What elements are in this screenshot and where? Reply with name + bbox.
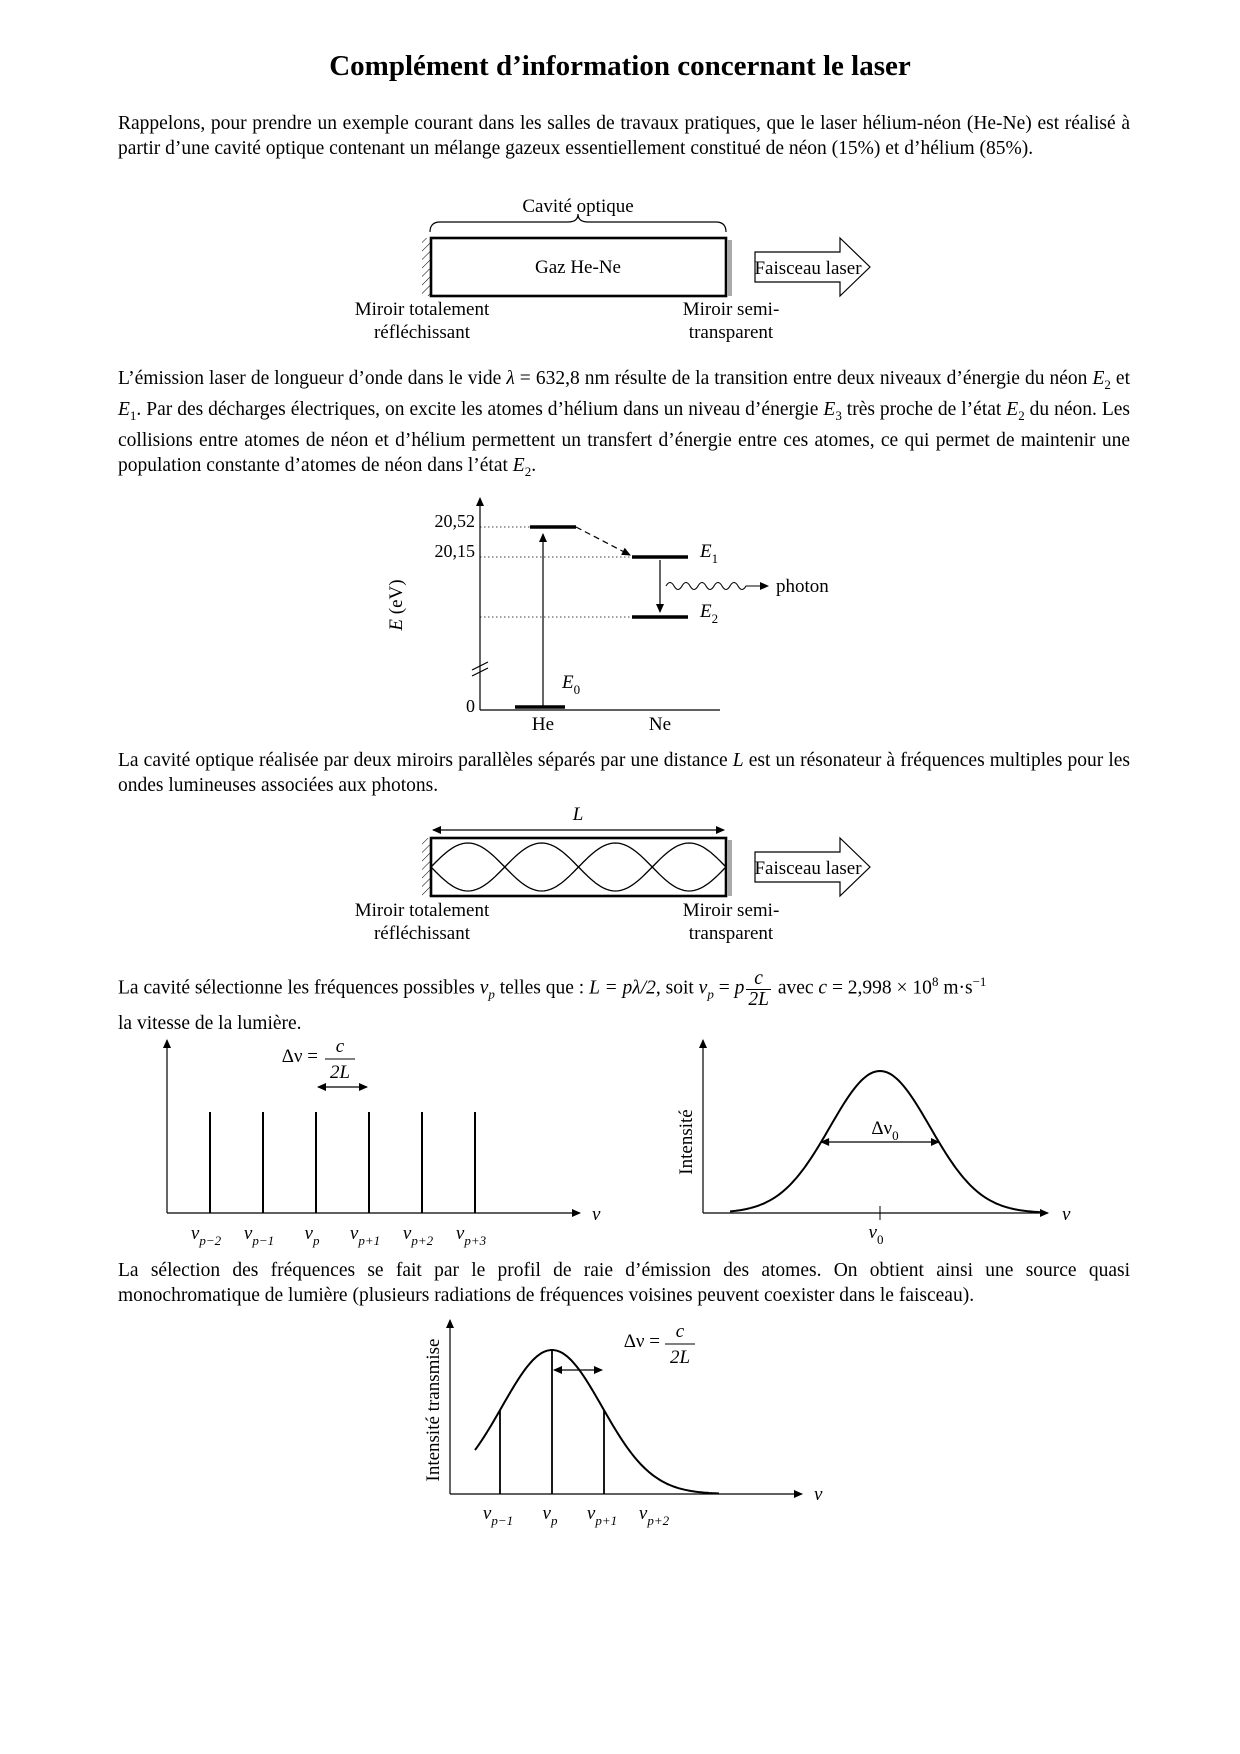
mirror-left-label-1: Miroir totalement [354,299,490,320]
energy-level-diagram [370,490,890,730]
semi-transparent-mirror [727,240,732,296]
emission-profile-figure [670,1030,1090,1255]
fwhm-label: $\Delta\nu_0$ [871,1118,899,1143]
gas-label: Gaz He-Ne [535,257,621,278]
label-he: He [531,714,555,730]
beam-label: Faisceau laser [754,258,862,279]
mirror-left-label-2: réfléchissant [373,923,471,944]
intro-paragraph: Rappelons, pour prendre un exemple courant dans les salles de travaux pratiques, que le laser hélium-néon (He-Ne) est réalisé à partir d’une cavité optique contenant un mélange gazeux essentiellement constitué de néon (15%) et d’hélium (85%). [118,113,1130,159]
mode-label-p+2: $\nu_{p+2}$ [402,1223,434,1248]
x-axis-label: ν [592,1204,601,1225]
mode-label-p: $\nu_p$ [304,1223,320,1248]
delta-frac-num: c [335,1036,345,1057]
delta-nu-label: Δν = [281,1046,318,1067]
y-axis-label: Intensité [676,1109,697,1175]
mirror-right-label-2: transparent [688,322,774,343]
mirror-left-label-1: Miroir totalement [354,900,490,921]
semi-transparent-mirror [727,840,732,896]
selection-paragraph: La sélection des fréquences se fait par le profil de raie d’émission des atomes. On obtient ainsi une source quasi monochromatique de lumière (plusieurs radiations de fréquences voisines peuvent coexister dans le faisceau). [118,1260,1130,1306]
mirror-right-label-2: transparent [688,923,774,944]
mode-label-p−1: $\nu_{p-1}$ [482,1503,514,1528]
tick-0: 0 [466,696,475,716]
page-title: Complément d’information concernant le laser [329,50,911,82]
mode-label-p−2: $\nu_{p-2}$ [190,1223,222,1248]
mirror-right-label-1: Miroir semi- [682,900,780,921]
resonator-paragraph: La cavité optique réalisée par deux miroirs parallèles séparés par une distance L est un résonateur à fréquences multiples pour les ondes lumineuses associées aux photons. [118,750,1130,796]
beam-label: Faisceau laser [754,858,862,879]
length-label: L [572,804,584,825]
label-E0: $E_0$ [562,672,581,697]
emission-paragraph: L’émission laser de longueur d’onde dans le vide λ = 632,8 nm résulte de la transition entre deux niveaux d’énergie du néon $E_2$ et $E_1$. Par des décharges électriques, on excite les atomes d’hélium dans un niveau d’énergie $E_3$ très proche de l’état $E_2$ du néon. Les collisions entre atomes de néon et d’hélium permettent un transfert d’énergie entre ces atomes, ce qui permet de maintenir une population constante d’atomes de néon dans l’état $E_2$. [118,368,1130,479]
mode-label-p: $\nu_p$ [542,1503,558,1528]
fraction-c-over-2L: $\frac{c}{2L}$ [748,967,769,1010]
delta-frac-num: c [675,1321,685,1342]
tick-20-52: 20,52 [434,511,475,531]
tick-20-15: 20,15 [434,541,475,561]
mirror-right-label-1: Miroir semi- [682,299,780,320]
x-axis-label: ν [814,1484,823,1505]
mode-label-p+1: $\nu_{p+1}$ [349,1223,381,1248]
mode-label-p−1: $\nu_{p-1}$ [243,1223,275,1248]
delta-frac-den: 2L [669,1347,691,1368]
mode-label-p+3: $\nu_{p+3}$ [455,1223,487,1248]
label-E1: $E_1$ [700,541,719,566]
label-E2: $E_2$ [700,601,719,626]
transmitted-intensity-figure [420,1310,840,1535]
y-axis-label: E (eV) [386,579,407,631]
cavity-brace [430,214,726,232]
cavity-label: Cavité optique [522,196,634,217]
mode-label-p+1: $\nu_{p+1}$ [586,1503,618,1528]
label-ne: Ne [648,714,672,730]
delta-nu-label: Δν = [623,1331,660,1352]
frequency-paragraph: La cavité sélectionne les fréquences possibles $\nu_p$ telles que : L = pλ/2, soit $\nu_p = p$ $\frac{c}{2L}$ avec $c = 2,998 \times 10^8$ $m\cdot s^{-1}$ la vitesse de la lumière. [118,967,987,1034]
mode-label-p+2: $\nu_{p+2}$ [638,1503,670,1528]
x-axis-label: ν [1062,1204,1071,1225]
transfer-arrow [576,527,630,555]
standing-wave-cavity-figure [330,800,930,950]
photon-label: photon [776,576,829,597]
laser-cavity-figure [330,190,930,350]
center-label: $\nu_0$ [868,1222,884,1247]
photon-wave [666,583,768,590]
hatched-mirror [422,238,431,296]
y-axis-label: Intensité transmise [423,1338,444,1482]
mirror-left-label-2: réfléchissant [373,322,471,343]
cavity-modes-figure [150,1030,620,1255]
hatched-mirror [422,838,431,896]
gaussian-curve [475,1350,719,1494]
delta-frac-den: 2L [329,1062,351,1083]
